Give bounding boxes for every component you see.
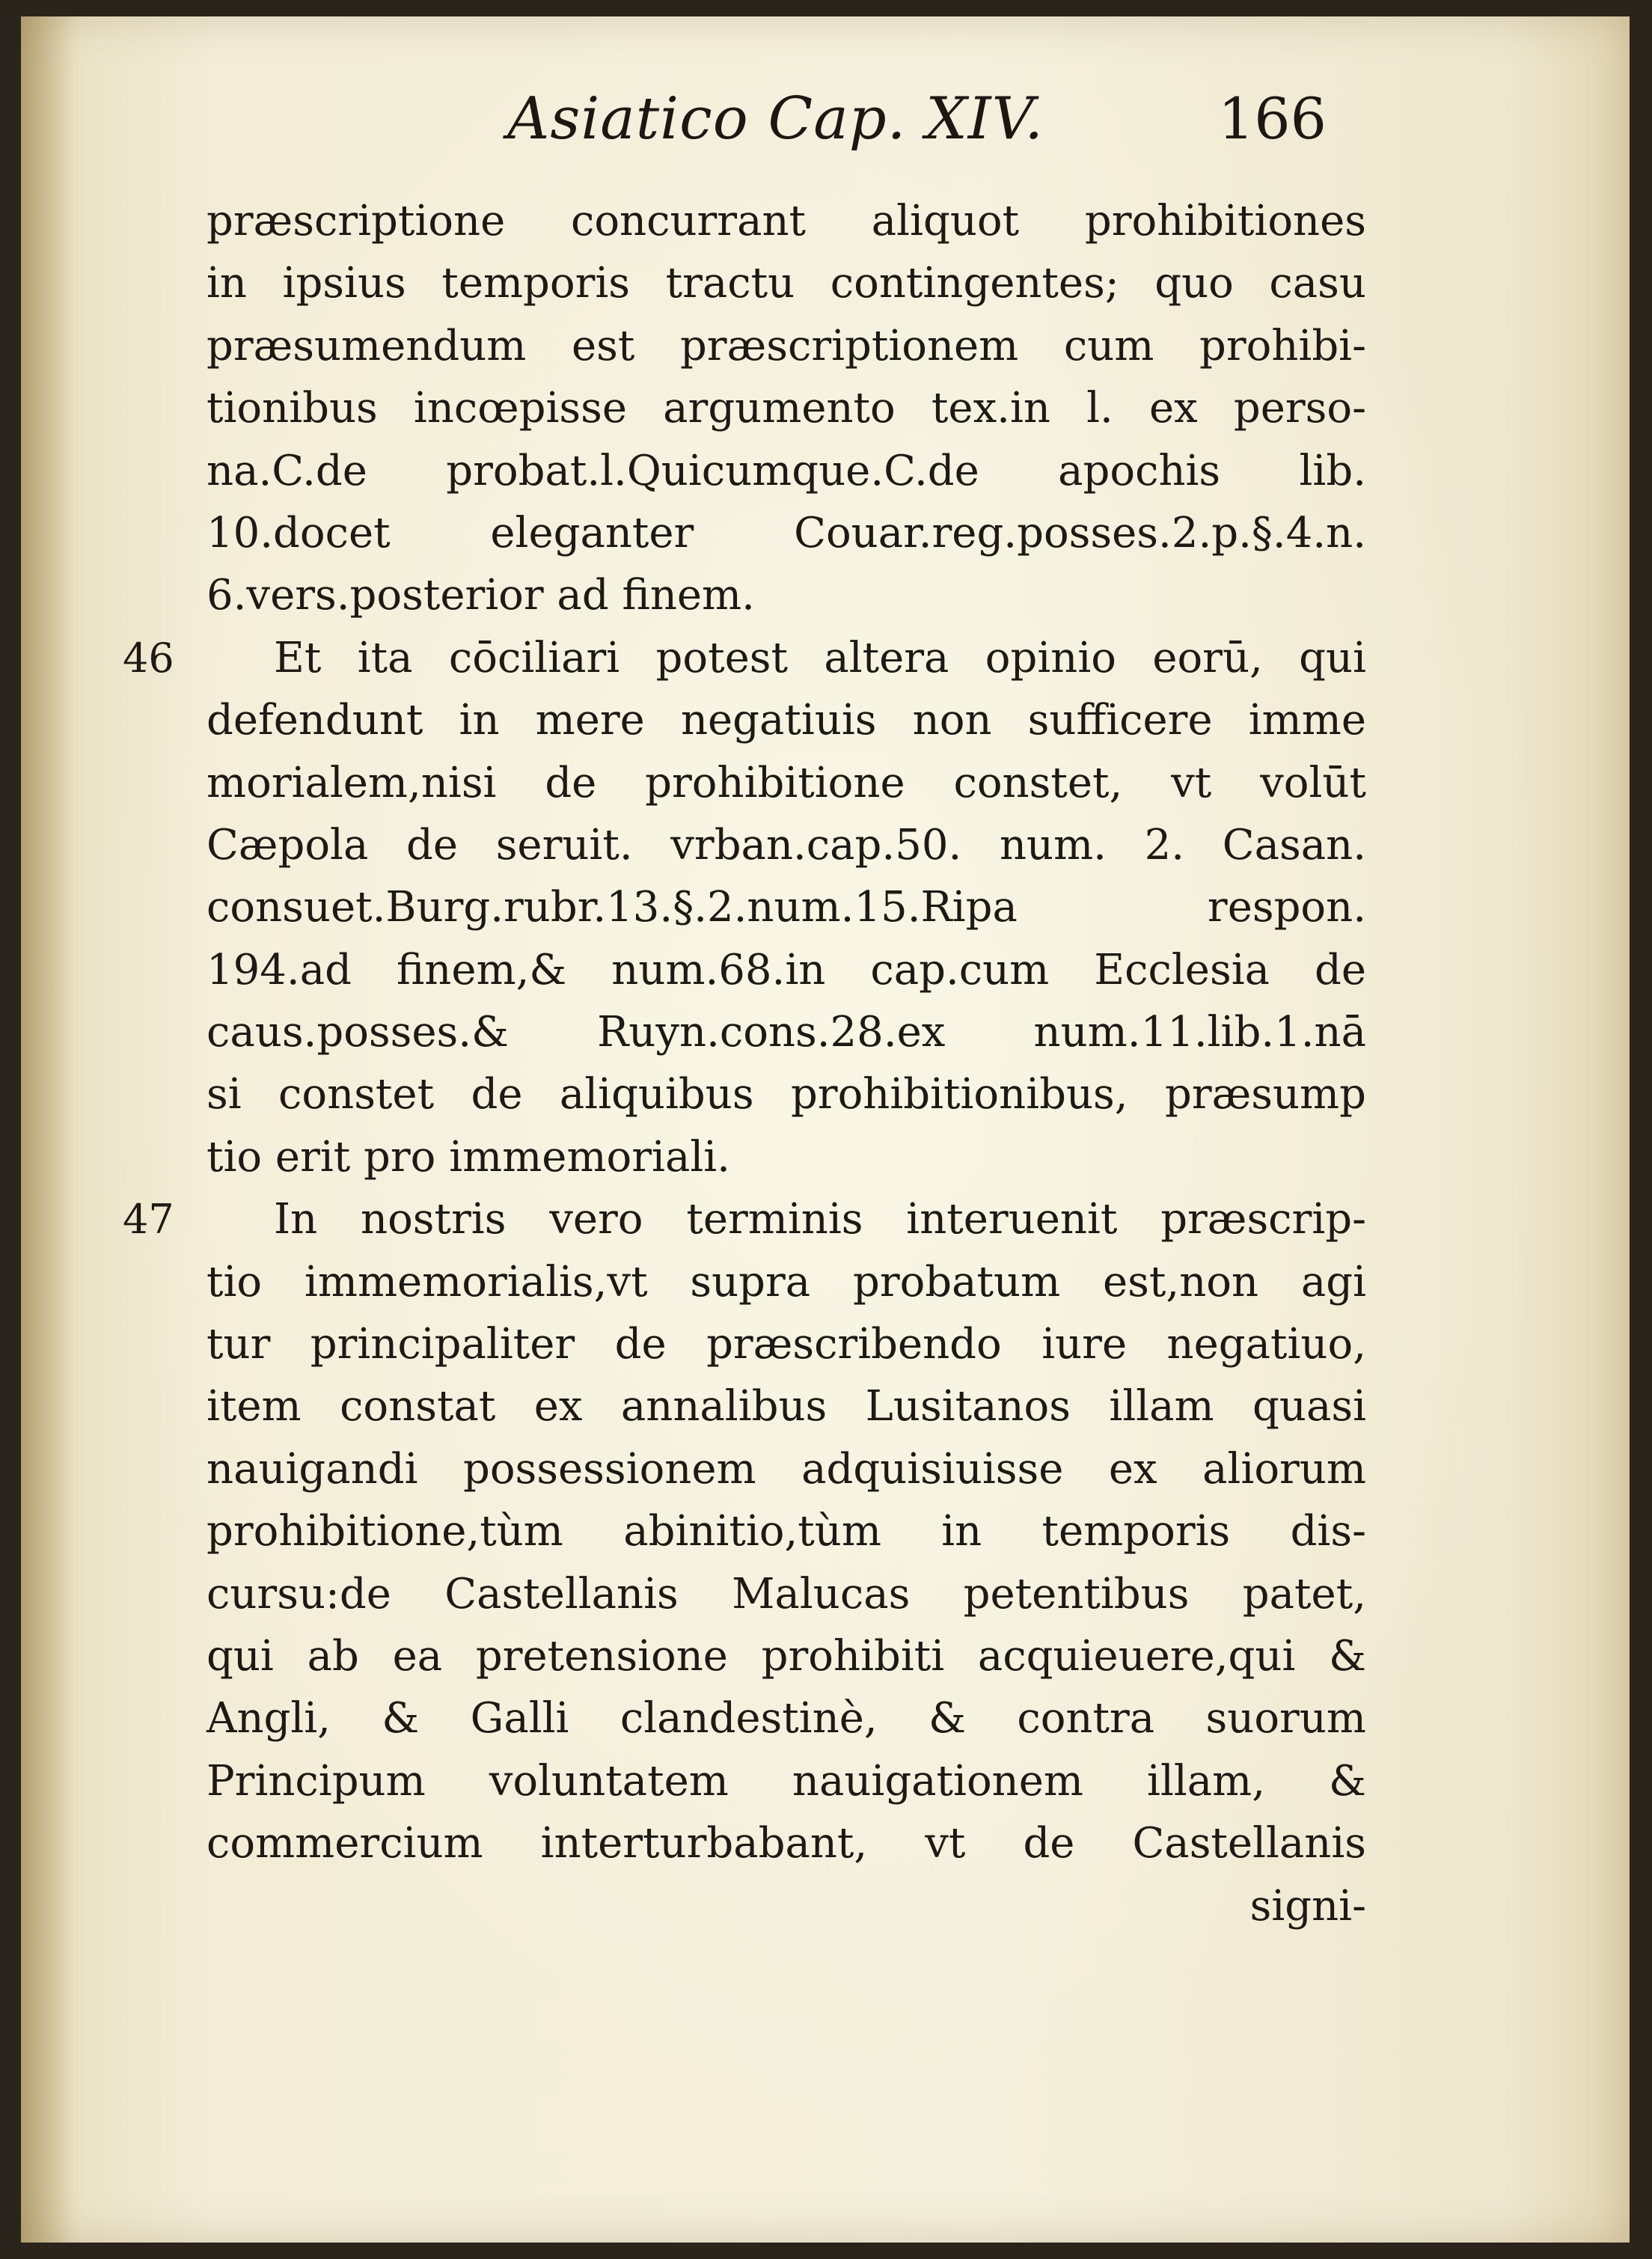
text-line: 10.docet eleganter Couar.reg.posses.2.p.§.4.n. xyxy=(206,508,1366,557)
margin-number-46: 46 xyxy=(123,634,174,682)
text-line: In nostris vero terminis interuenit præscrip- xyxy=(274,1195,1366,1244)
margin-number-47: 47 xyxy=(123,1196,174,1244)
paragraph-47-start xyxy=(123,1188,1366,1250)
text-line: tionibus incœpisse argumento tex.in l. ex perso- xyxy=(206,384,1366,433)
page-header xyxy=(21,85,1630,160)
text-line: qui ab ea pretensione prohibiti acquieuere,qui & xyxy=(206,1631,1366,1681)
text-line: si constet de aliquibus prohibitionibus, præsump xyxy=(206,1070,1366,1119)
page-number: 166 xyxy=(1217,85,1327,152)
catchword: signi- xyxy=(1249,1881,1366,1931)
text-line: na.C.de probat.l.Quicumque.C.de apochis lib. xyxy=(206,446,1366,495)
text-line: tur principaliter de præscribendo iure negatiuo, xyxy=(206,1320,1366,1369)
text-line: 6.vers.posterior ad finem. xyxy=(206,571,755,620)
text-line: caus.posses.& Ruyn.cons.28.ex num.11.lib.1.nā xyxy=(206,1008,1366,1057)
text-line: præscriptione concurrant aliquot prohibitiones xyxy=(206,197,1366,245)
text-line: prohibitione,tùm abinitio,tùm in temporis dis- xyxy=(206,1507,1366,1556)
text-line: Angli, & Galli clandestinè, & contra suorum xyxy=(206,1694,1366,1743)
spine-shadow xyxy=(21,16,73,2243)
text-line: in ipsius temporis tractu contingentes; quo casu xyxy=(206,259,1366,308)
paragraph-46-start xyxy=(123,627,1366,689)
text-line: tio erit pro immemoriali. xyxy=(206,1132,730,1182)
text-line: defendunt in mere negatiuis non sufficere imme xyxy=(206,696,1366,745)
text-line: nauigandi possessionem adquisiuisse ex aliorum xyxy=(206,1444,1366,1494)
book-page xyxy=(21,16,1630,2243)
text-line: Cæpola de seruit. vrban.cap.50. num. 2. Casan. xyxy=(206,820,1366,869)
text-line: item constat ex annalibus Lusitanos illam quasi xyxy=(206,1382,1366,1431)
text-line: consuet.Burg.rubr.13.§.2.num.15.Ripa respon. xyxy=(206,883,1366,932)
text-line: Principum voluntatem nauigationem illam, & xyxy=(206,1756,1366,1806)
text-line: tio immemorialis,vt supra probatum est,non agi xyxy=(206,1257,1366,1306)
running-head: Asiatico Cap. XIV. xyxy=(507,85,1044,153)
text-line: Et ita cōciliari potest altera opinio eorū, qui xyxy=(274,633,1366,682)
text-line: 194.ad finem,& num.68.in cap.cum Ecclesia de xyxy=(206,945,1366,994)
text-line: præsumendum est præscriptionem cum prohibi- xyxy=(206,321,1366,370)
body-text xyxy=(123,190,1366,1937)
text-line: cursu:de Castellanis Malucas petentibus patet, xyxy=(206,1569,1366,1618)
text-line: morialem,nisi de prohibitione constet, vt volūt xyxy=(206,758,1366,807)
text-line: commercium interturbabant, vt de Castellanis xyxy=(206,1819,1366,1868)
